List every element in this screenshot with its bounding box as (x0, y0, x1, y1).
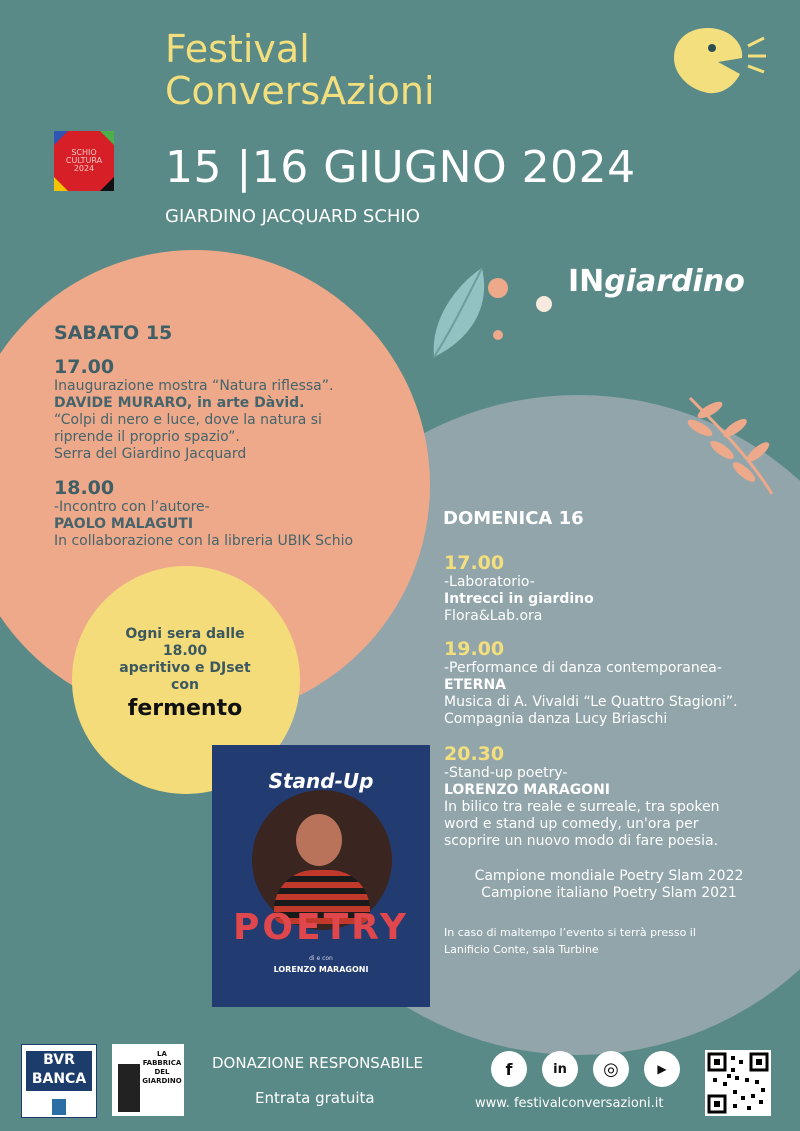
poster-top-title: Stand-Up (268, 769, 374, 793)
aperitivo-text: Ogni sera dalle 18.00 aperitivo e DJset con (119, 626, 251, 693)
donation-text: DONAZIONE RESPONSABILE (212, 1054, 423, 1072)
dot-decoration (488, 278, 508, 298)
schio-cultura-logo: SCHIO CULTURA 2024 (54, 131, 114, 191)
poster-big-title: POETRY (233, 907, 409, 948)
dot-decoration (493, 330, 503, 340)
saturday-event-2: 18.00 -Incontro con l’autore- PAOLO MALAGUTI In collaborazione con la libreria UBIK Schio (54, 477, 354, 549)
qr-code-icon (705, 1050, 771, 1116)
facebook-icon[interactable]: f (491, 1051, 527, 1087)
sunday-event-1: 17.00 -Laboratorio- Intrecci in giardino Flora&Lab.ora (444, 552, 594, 624)
website-link[interactable]: www. festivalconversazioni.it (475, 1096, 664, 1111)
stand-up-poetry-poster (212, 745, 430, 1007)
dot-decoration (536, 296, 552, 312)
bvr-banca-logo: BVR BANCA (21, 1044, 97, 1118)
saturday-event-1: 17.00 Inaugurazione mostra “Natura riflessa”. DAVIDE MURARO, in arte Dàvid. “Colpi di nero e luce, dove la natura si riprende il proprio spazio”. Serra del Giardino Jacquard (54, 356, 334, 462)
sunday-event-3: 20.30 -Stand-up poetry- LORENZO MARAGONI In bilico tra reale e surreale, tra spoken word e stand up comedy, un'ora per scoprire un nuovo modo di fare poesia. (444, 743, 720, 849)
festival-title: Festival ConversAzioni (165, 27, 435, 113)
sunday-event-2: 19.00 -Performance di danza contemporanea- ETERNA Musica di A. Vivaldi “Le Quattro Stagioni”. Compagnia danza Lucy Briaschi (444, 638, 738, 727)
speech-head-icon (668, 22, 768, 102)
instagram-icon[interactable]: ◎ (593, 1051, 629, 1087)
saturday-heading: SABATO 15 (54, 322, 173, 344)
poster-by: di e con (309, 955, 333, 962)
weather-note: In caso di maltempo l’evento si terrà presso il Lanificio Conte, sala Turbine (444, 926, 696, 956)
fermento-logo: fermento (127, 696, 243, 721)
awards: Campione mondiale Poetry Slam 2022 Campione italiano Poetry Slam 2021 (474, 868, 744, 901)
poster-name: LORENZO MARAGONI (273, 965, 369, 974)
fabbrica-del-giardino-logo: LA FABBRICA DEL GIARDINO (112, 1044, 184, 1116)
branch-icon (680, 388, 780, 498)
venue: GIARDINO JACQUARD SCHIO (165, 206, 420, 227)
entry-text: Entrata gratuita (255, 1089, 375, 1107)
sunday-heading: DOMENICA 16 (443, 508, 584, 529)
youtube-icon[interactable]: ▶ (644, 1051, 680, 1087)
ingiardino-logo: INgiardino (568, 264, 745, 299)
qr-code[interactable] (705, 1050, 771, 1116)
event-dates: 15 |16 GIUGNO 2024 (165, 142, 636, 193)
linkedin-icon[interactable]: in (542, 1051, 578, 1087)
